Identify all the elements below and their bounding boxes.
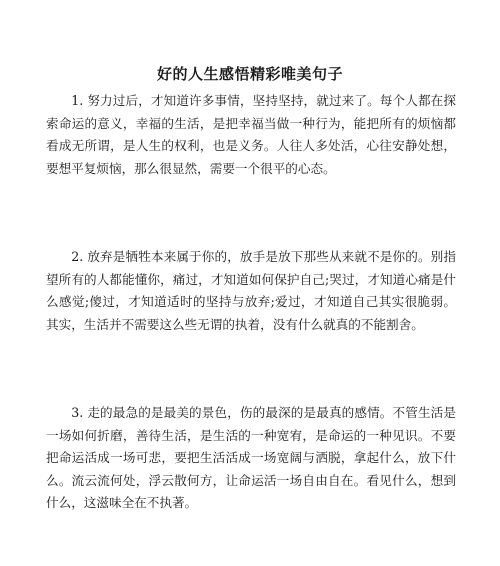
document-title: 好的人生感悟精彩唯美句子	[156, 65, 343, 83]
paragraph-3: 3. 走的最急的是最美的景色，伤的最深的是最真的感情。不管生活是一场如何折磨，善待生活，是生活的一种宽宥，是命运的一种见识。不要把命运活成一场可悲，要把生活活成一场宽阔与洒脱，拿起什么，放下什么。流云流何处，浮云散何方，让命运活一场自由自在。看见什么，想到什么，这滋味全在不执著。	[46, 405, 456, 511]
paragraph-2: 2. 放弃是牺牲本来属于你的，放手是放下那些从来就不是你的。别指望所有的人都能懂你，痛过，才知道如何保护自己;哭过，才知道心痛是什么感觉;傻过，才知道适时的坚持与放弃;爱过，才知道自己其实很脆弱。其实，生活并不需要这么些无谓的执着，没有什么就真的不能割舍。	[46, 249, 456, 332]
paragraph-1: 1. 努力过后，才知道许多事情，坚持坚持，就过来了。每个人都在探索命运的意义，幸福的生活，是把幸福当做一种行为，能把所有的烦恼都看成无所谓，是人生的权利，也是义务。人往人多处活，心往安静处想，要想平复烦恼，那么很显然，需要一个很平的心态。	[46, 93, 456, 176]
bottom-fade	[60, 550, 440, 566]
